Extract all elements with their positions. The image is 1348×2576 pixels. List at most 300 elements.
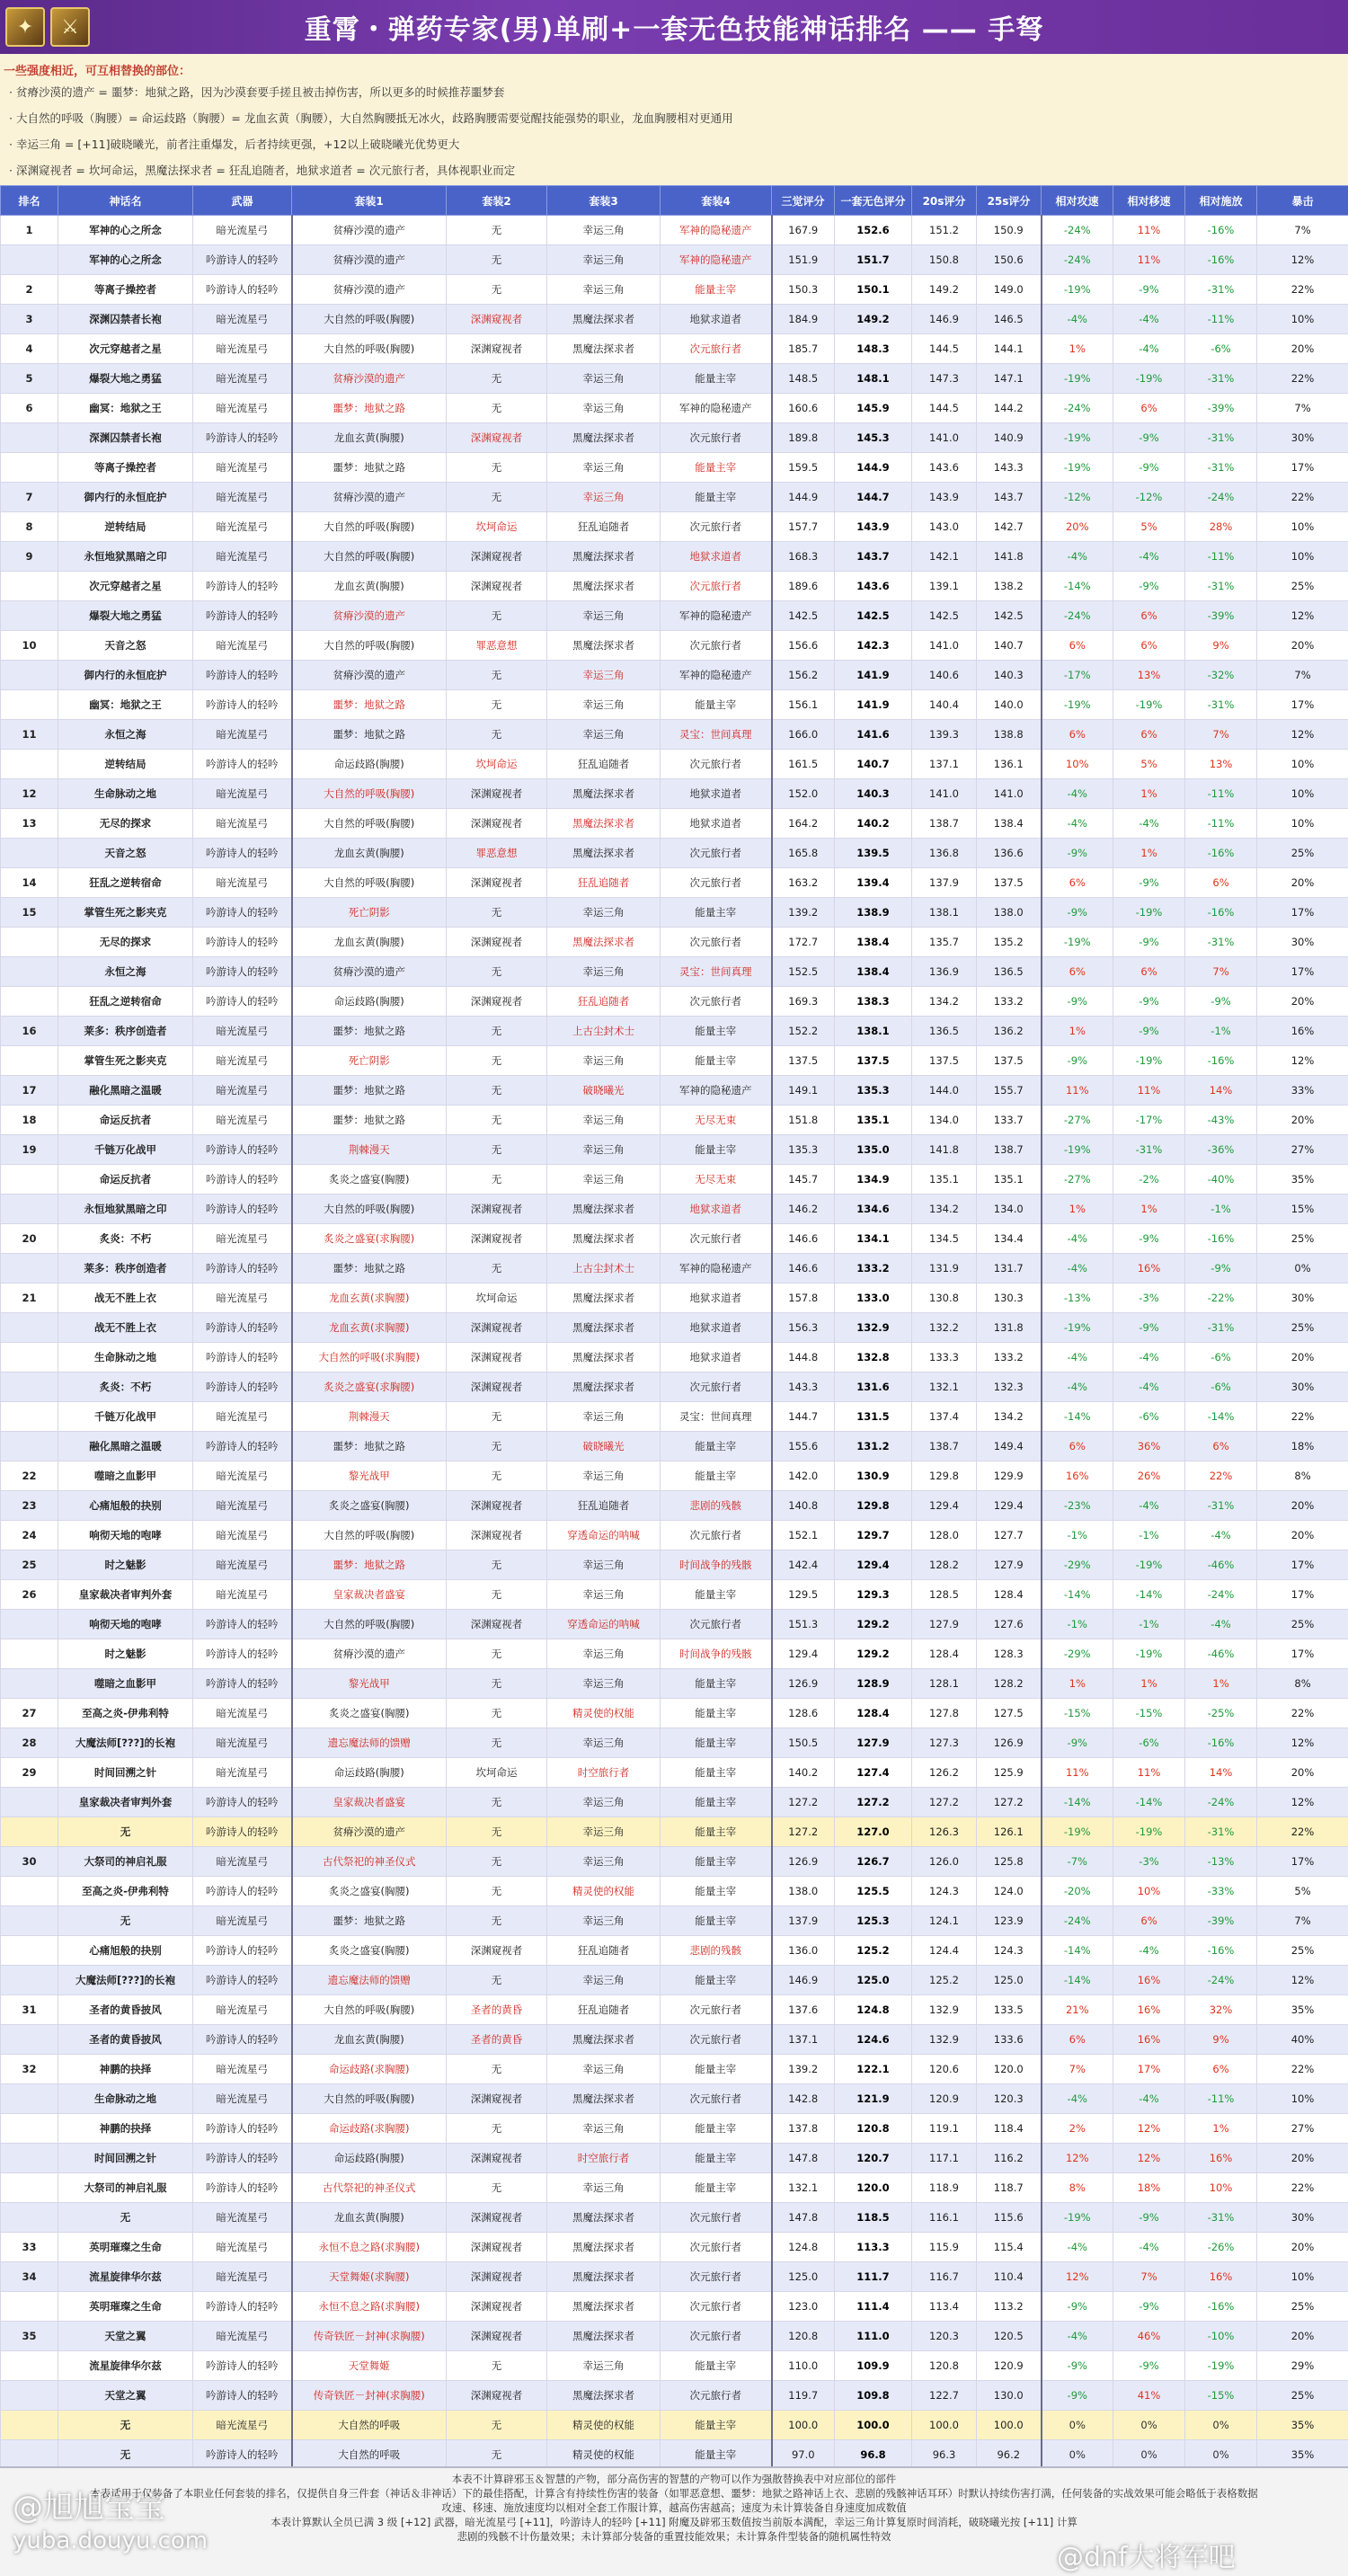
cell-s1: 炙炎之盛宴(胸腰) [292,1165,447,1195]
cell-ms: -19% [1113,1817,1185,1847]
cell-s2: 深渊窥视者 [447,2144,547,2173]
cell-s1: 黎光战甲 [292,1461,447,1491]
cell-cr: 30% [1257,2203,1348,2233]
cell-s2: 无 [447,216,547,245]
cell-s3: 狂乱追随者 [547,1491,661,1521]
cell-a: 120.8 [912,2351,977,2381]
cell-s3: 幸运三角 [547,1669,661,1699]
cell-cs: 7% [1185,720,1257,750]
cell-cr: 17% [1257,957,1348,987]
cell-t: 152.5 [772,957,835,987]
cell-a: 141.8 [912,1135,977,1165]
cell-as: -9% [1042,2381,1113,2411]
cell-ms: 6% [1113,957,1185,987]
cell-s4: 能量主宰 [661,898,772,928]
cell-t: 150.5 [772,1728,835,1758]
table-row [1,1906,1348,1936]
cell-myth: 无 [58,1817,193,1847]
cell-t: 137.6 [772,1995,835,2025]
cell-as: 16% [1042,1461,1113,1491]
cell-s3: 幸运三角 [547,1550,661,1580]
cell-weapon: 暗光流星弓 [193,334,292,364]
cell-cs: -19% [1185,2351,1257,2381]
cell-o: 149.2 [835,305,912,334]
cell-as: 6% [1042,720,1113,750]
table-row [1,1817,1348,1847]
cell-b: 134.4 [977,1224,1042,1254]
cell-myth: 大魔法师[???]的长袍 [58,1966,193,1995]
cell-myth: 战无不胜上衣 [58,1313,193,1343]
cell-as: -29% [1042,1639,1113,1669]
cell-weapon: 暗光流星弓 [193,2203,292,2233]
cell-ms: 6% [1113,394,1185,423]
cell-o: 124.6 [835,2025,912,2055]
cell-s2: 深渊窥视者 [447,423,547,453]
cell-myth: 莱多：秩序创造者 [58,1017,193,1046]
cell-o: 125.0 [835,1966,912,1995]
cell-myth: 生命脉动之地 [58,2084,193,2114]
cell-cr: 29% [1257,2351,1348,2381]
cell-s1: 大自然的呼吸(胸腰) [292,1995,447,2025]
cell-b: 123.9 [977,1906,1042,1936]
cell-as: -19% [1042,1313,1113,1343]
watermark-forum: @dnf大将军吧 [1057,2535,1236,2574]
cell-rank: 33 [1,2233,58,2262]
cell-cs: 7% [1185,957,1257,987]
cell-a: 128.4 [912,1639,977,1669]
cell-s2: 罪恶意想 [447,839,547,868]
cell-b: 113.2 [977,2292,1042,2322]
cell-weapon: 吟游诗人的轻吟 [193,839,292,868]
cell-s1: 大自然的呼吸(胸腰) [292,512,447,542]
cell-rank [1,2084,58,2114]
cell-myth: 大魔法师[???]的长袍 [58,1728,193,1758]
cell-cs: 6% [1185,2055,1257,2084]
cell-o: 145.3 [835,423,912,453]
cell-myth: 战无不胜上衣 [58,1284,193,1313]
cell-myth: 军神的心之所念 [58,216,193,245]
column-header: 套装1 [292,186,447,216]
cell-myth: 无 [58,2411,193,2440]
cell-s1: 命运歧路(胸腰) [292,2144,447,2173]
cell-cs: -43% [1185,1106,1257,1135]
cell-s1: 贫瘠沙漠的遗产 [292,483,447,512]
cell-a: 134.0 [912,1106,977,1135]
table-row [1,1639,1348,1669]
cell-b: 143.3 [977,453,1042,483]
cell-s1: 命运歧路(求胸腰) [292,2055,447,2084]
cell-cr: 12% [1257,245,1348,275]
cell-o: 125.3 [835,1906,912,1936]
cell-rank [1,1906,58,1936]
cell-s1: 大自然的呼吸(胸腰) [292,868,447,898]
cell-myth: 永恒之海 [58,957,193,987]
cell-t: 126.9 [772,1669,835,1699]
cell-rank: 11 [1,720,58,750]
cell-rank: 30 [1,1847,58,1877]
cell-s2: 无 [447,1106,547,1135]
cell-weapon: 暗光流星弓 [193,1580,292,1610]
cell-s2: 深渊窥视者 [447,2381,547,2411]
cell-as: -14% [1042,1580,1113,1610]
cell-ms: -4% [1113,542,1185,572]
cell-s3: 黑魔法探求者 [547,572,661,601]
cell-t: 157.7 [772,512,835,542]
cell-cs: -10% [1185,2322,1257,2351]
cell-b: 136.5 [977,957,1042,987]
cell-s1: 命运歧路(胸腰) [292,987,447,1017]
cell-a: 116.1 [912,2203,977,2233]
table-row [1,2025,1348,2055]
cell-weapon: 暗光流星弓 [193,1699,292,1728]
cell-s4: 次元旅行者 [661,1610,772,1639]
cell-s1: 大自然的呼吸(胸腰) [292,542,447,572]
cell-b: 140.3 [977,661,1042,690]
cell-myth: 融化黑暗之温暖 [58,1076,193,1106]
cell-cr: 8% [1257,1461,1348,1491]
cell-o: 142.3 [835,631,912,661]
cell-cr: 25% [1257,2381,1348,2411]
cell-as: 6% [1042,957,1113,987]
cell-s3: 幸运三角 [547,1788,661,1817]
cell-cr: 17% [1257,453,1348,483]
cell-t: 152.2 [772,1017,835,1046]
cell-as: 7% [1042,2055,1113,2084]
cell-cr: 22% [1257,1817,1348,1847]
cell-s4: 次元旅行者 [661,868,772,898]
cell-s3: 幸运三角 [547,2114,661,2144]
cell-weapon: 吟游诗人的轻吟 [193,957,292,987]
cell-s1: 皇家裁决者盛宴 [292,1580,447,1610]
cell-myth: 命运反抗者 [58,1165,193,1195]
cell-a: 137.1 [912,750,977,779]
cell-s4: 军神的隐秘遗产 [661,601,772,631]
cell-as: 1% [1042,1669,1113,1699]
cell-as: -19% [1042,423,1113,453]
cell-myth: 深渊囚禁者长袍 [58,423,193,453]
cell-s2: 深渊窥视者 [447,987,547,1017]
column-header: 套装2 [447,186,547,216]
cell-cs: -11% [1185,779,1257,809]
cell-o: 129.7 [835,1521,912,1550]
cell-b: 144.1 [977,334,1042,364]
cell-ms: -9% [1113,987,1185,1017]
cell-s4: 能量主宰 [661,2114,772,2144]
cell-weapon: 吟游诗人的轻吟 [193,1135,292,1165]
cell-s4: 能量主宰 [661,2055,772,2084]
cell-s4: 军神的隐秘遗产 [661,1076,772,1106]
cell-cr: 18% [1257,1432,1348,1461]
cell-s3: 幸运三角 [547,661,661,690]
cell-b: 127.9 [977,1550,1042,1580]
cell-b: 120.5 [977,2322,1042,2351]
cell-myth: 时间回溯之针 [58,1758,193,1788]
cell-as: 1% [1042,1195,1113,1224]
cell-t: 139.2 [772,898,835,928]
table-row [1,216,1348,245]
cell-s2: 无 [447,1580,547,1610]
cell-s3: 时空旅行者 [547,2144,661,2173]
cell-a: 122.7 [912,2381,977,2411]
cell-s4: 次元旅行者 [661,423,772,453]
cell-s3: 精灵使的权能 [547,2440,661,2467]
cell-s2: 无 [447,1076,547,1106]
cell-o: 127.2 [835,1788,912,1817]
cell-as: 8% [1042,2173,1113,2203]
cell-s3: 幸运三角 [547,1580,661,1610]
cell-as: -4% [1042,542,1113,572]
cell-as: -4% [1042,809,1113,839]
cell-cs: 32% [1185,1995,1257,2025]
cell-s4: 军神的隐秘遗产 [661,661,772,690]
cell-a: 126.0 [912,1847,977,1877]
cell-cr: 0% [1257,1254,1348,1284]
cell-weapon: 暗光流星弓 [193,1906,292,1936]
cell-myth: 时之魅影 [58,1550,193,1580]
cell-cs: -31% [1185,690,1257,720]
table-row [1,1580,1348,1610]
cell-b: 124.0 [977,1877,1042,1906]
table-row [1,245,1348,275]
cell-t: 156.3 [772,1313,835,1343]
cell-o: 140.7 [835,750,912,779]
cell-ms: -15% [1113,1699,1185,1728]
cell-ms: -4% [1113,809,1185,839]
cell-s4: 能量主宰 [661,1817,772,1847]
cell-s3: 狂乱追随者 [547,868,661,898]
cell-s1: 贫瘠沙漠的遗产 [292,957,447,987]
cell-s1: 遗忘魔法师的馈赠 [292,1966,447,1995]
cell-t: 147.8 [772,2144,835,2173]
cell-b: 116.2 [977,2144,1042,2173]
cell-t: 156.2 [772,661,835,690]
cell-myth: 天音之怒 [58,839,193,868]
cell-t: 189.6 [772,572,835,601]
cell-cs: 22% [1185,1461,1257,1491]
cell-s2: 深渊窥视者 [447,1224,547,1254]
cell-s1: 噩梦：地狱之路 [292,1076,447,1106]
cell-cr: 20% [1257,1106,1348,1135]
cell-s1: 噩梦：地狱之路 [292,1017,447,1046]
cell-s3: 幸运三角 [547,898,661,928]
table-row [1,928,1348,957]
cell-cr: 12% [1257,1046,1348,1076]
cell-rank [1,2114,58,2144]
cell-ms: -9% [1113,2203,1185,2233]
cell-myth: 皇家裁决者审判外套 [58,1788,193,1817]
cell-as: 6% [1042,1432,1113,1461]
cell-rank: 35 [1,2322,58,2351]
cell-s3: 幸运三角 [547,1817,661,1847]
cell-myth: 掌管生死之影夹克 [58,898,193,928]
cell-cr: 10% [1257,542,1348,572]
cell-s2: 无 [447,1699,547,1728]
cell-as: -4% [1042,779,1113,809]
cell-ms: 1% [1113,1195,1185,1224]
cell-s3: 幸运三角 [547,1966,661,1995]
cell-s2: 无 [447,453,547,483]
table-header-row [1,186,1348,216]
cell-t: 155.6 [772,1432,835,1461]
cell-a: 132.9 [912,1995,977,2025]
cell-a: 131.9 [912,1254,977,1284]
cell-ms: 1% [1113,1669,1185,1699]
cell-b: 144.2 [977,394,1042,423]
cell-cs: -16% [1185,1224,1257,1254]
cell-b: 131.7 [977,1254,1042,1284]
cell-rank [1,572,58,601]
table-row [1,2262,1348,2292]
table-row [1,483,1348,512]
cell-t: 189.8 [772,423,835,453]
cell-o: 151.7 [835,245,912,275]
table-row [1,2322,1348,2351]
cell-s1: 龙血玄黄(胸腰) [292,572,447,601]
cell-s2: 深渊窥视者 [447,809,547,839]
cell-s4: 次元旅行者 [661,2233,772,2262]
cell-weapon: 暗光流星弓 [193,364,292,394]
cell-as: 12% [1042,2262,1113,2292]
cell-as: -14% [1042,572,1113,601]
cell-cs: -4% [1185,1521,1257,1550]
cell-s2: 无 [447,1046,547,1076]
cell-a: 128.0 [912,1521,977,1550]
cell-weapon: 暗光流星弓 [193,483,292,512]
cell-rank: 24 [1,1521,58,1550]
cell-myth: 狂乱之逆转宿命 [58,868,193,898]
cell-s2: 无 [447,1966,547,1995]
cell-s1: 天堂舞姬 [292,2351,447,2381]
cell-t: 125.0 [772,2262,835,2292]
cell-b: 131.8 [977,1313,1042,1343]
cell-as: -4% [1042,1372,1113,1402]
cell-ms: -3% [1113,1847,1185,1877]
cell-t: 142.8 [772,2084,835,2114]
cell-ms: -9% [1113,1017,1185,1046]
cell-cs: -1% [1185,1195,1257,1224]
cell-o: 144.9 [835,453,912,483]
cell-weapon: 暗光流星弓 [193,2262,292,2292]
cell-o: 143.7 [835,542,912,572]
cell-b: 143.7 [977,483,1042,512]
table-row [1,453,1348,483]
cell-cr: 16% [1257,1017,1348,1046]
cell-rank [1,1343,58,1372]
cell-cs: 9% [1185,2025,1257,2055]
cell-s3: 狂乱追随者 [547,750,661,779]
cell-s1: 炙炎之盛宴(胸腰) [292,1491,447,1521]
cell-cr: 25% [1257,1610,1348,1639]
cell-s3: 黑魔法探求者 [547,1372,661,1402]
cell-t: 149.1 [772,1076,835,1106]
cell-rank [1,1966,58,1995]
cell-myth: 千链万化战甲 [58,1402,193,1432]
cell-as: -12% [1042,483,1113,512]
cell-s3: 黑魔法探求者 [547,542,661,572]
cell-a: 125.2 [912,1966,977,1995]
cell-as: 21% [1042,1995,1113,2025]
cell-weapon: 暗光流星弓 [193,868,292,898]
cell-ms: 7% [1113,2262,1185,2292]
cell-b: 135.2 [977,928,1042,957]
cell-ms: -19% [1113,364,1185,394]
cell-a: 115.9 [912,2233,977,2262]
cell-ms: -9% [1113,868,1185,898]
cell-t: 156.6 [772,631,835,661]
cell-ms: -9% [1113,928,1185,957]
column-header: 套装4 [661,186,772,216]
cell-cr: 25% [1257,1313,1348,1343]
cell-cr: 10% [1257,809,1348,839]
cell-as: -19% [1042,453,1113,483]
cell-as: -19% [1042,690,1113,720]
cell-as: 6% [1042,2025,1113,2055]
cell-as: -14% [1042,1788,1113,1817]
cell-weapon: 暗光流星弓 [193,1284,292,1313]
cell-ms: -4% [1113,1343,1185,1372]
cell-rank: 31 [1,1995,58,2025]
cell-s2: 无 [447,1461,547,1491]
cell-cs: -16% [1185,898,1257,928]
cell-weapon: 暗光流星弓 [193,216,292,245]
cell-s1: 大自然的呼吸 [292,2411,447,2440]
cell-ms: 10% [1113,1877,1185,1906]
cell-a: 117.1 [912,2144,977,2173]
cell-cs: -16% [1185,216,1257,245]
cell-b: 138.7 [977,1135,1042,1165]
table-row [1,750,1348,779]
cell-s3: 穿透命运的呐喊 [547,1521,661,1550]
cell-as: -7% [1042,1847,1113,1877]
cell-b: 128.3 [977,1639,1042,1669]
cell-cr: 22% [1257,483,1348,512]
cell-as: -9% [1042,898,1113,928]
cell-weapon: 吟游诗人的轻吟 [193,1343,292,1372]
cell-cr: 22% [1257,1402,1348,1432]
cell-as: -17% [1042,661,1113,690]
table-row [1,839,1348,868]
cell-t: 164.2 [772,809,835,839]
cell-s1: 炙炎之盛宴(胸腰) [292,1936,447,1966]
column-header: 排名 [1,186,58,216]
cell-cr: 20% [1257,1521,1348,1550]
cell-b: 129.4 [977,1491,1042,1521]
cell-o: 120.8 [835,2114,912,2144]
cell-s4: 能量主宰 [661,2411,772,2440]
cell-t: 97.0 [772,2440,835,2467]
cell-s3: 穿透命运的呐喊 [547,1610,661,1639]
cell-s2: 圣者的黄昏 [447,2025,547,2055]
cell-s1: 大自然的呼吸(胸腰) [292,305,447,334]
cell-as: -9% [1042,2292,1113,2322]
cell-s3: 黑魔法探求者 [547,2381,661,2411]
cell-o: 129.2 [835,1610,912,1639]
table-row [1,1372,1348,1402]
cell-s4: 次元旅行者 [661,2262,772,2292]
cell-as: -13% [1042,1284,1113,1313]
cell-myth: 永恒地狱黑暗之印 [58,1195,193,1224]
cell-cs: -31% [1185,928,1257,957]
cell-s2: 无 [447,1788,547,1817]
cell-a: 113.4 [912,2292,977,2322]
cell-rank: 13 [1,809,58,839]
ranking-table [0,185,1348,2466]
cell-cr: 20% [1257,631,1348,661]
cell-s3: 精灵使的权能 [547,1877,661,1906]
cell-ms: -19% [1113,1639,1185,1669]
cell-s4: 悲剧的残骸 [661,1491,772,1521]
cell-s1: 大自然的呼吸(胸腰) [292,1610,447,1639]
